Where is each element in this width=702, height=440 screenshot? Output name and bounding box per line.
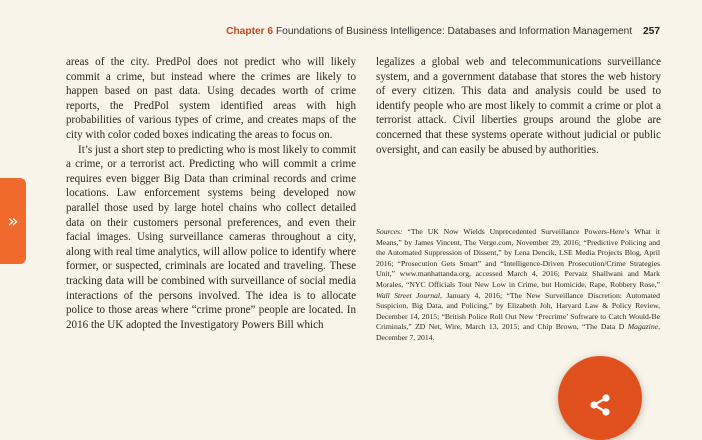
share-icon [588,393,612,417]
sources-text: January 4, 2016; “The New Surveillance Discretion: Automated Suspicion, Big Data, and Policing,” by Elizabeth Joh, Harvard Law & Policy Review, December 14, 2015; “British Police Roll Out New ‘Precrime’ Software to Catch Would-Be Criminals,” ZD Net, Wire, March 13, 2015; and Chip Brown, “The Data D [376,290,661,332]
expand-sidebar-button[interactable] [0,178,26,264]
sources-text: “The UK Now Wields Unprecedented Surveillance Powers-Here’s What it Means,” by James Vincent, The Verge.com, November 29, 2016; “Predictive Policing and the Automated Suppression of Dissent,” by Lena Dencik, LSE Media Projects Blog, April 2016; “Prosecution Gets Smart” and “Intelligence-Driven Prosecution/Crime Strategies Unit,” www.manhattanda.org, accessed March 4, 2016; Pervaiz Shallwani and Mark Morales, “NYC Officials Tout New Low in Crime, but Homicide, Rape, Robbery Rose,” [376,227,661,289]
chapter-label: Chapter 6 [226,26,274,37]
sources-note [376,227,660,344]
right-column [376,55,661,157]
sources-label: Sources: [376,227,403,236]
paragraph: legalizes a global web and telecommunications surveillance system, and a government database that stores the web history of every citizen. This data and analysis could be used to identify people who are most likely to commit a crime or plot a terrorist attack. Civil liberties groups around the globe are concerned that these systems operate without judicial or public oversight, and can easily be abused by authorities. [376,56,661,156]
paragraph: areas of the city. PredPol does not predict who will likely commit a crime, but instead where the crimes are likely to happen based on past data. Using decades worth of crime reports, the PredPol system identified areas with high probabilities of various types of crime, and creates maps of the city with color coded boxes indicating the areas to focus on. [66,56,356,141]
sources-magazine-title: Magazine, [627,322,660,332]
share-button[interactable] [558,356,642,440]
left-column [66,55,356,332]
double-chevron-right-icon: » [7,210,19,232]
sources-text: December 7, 2014. [376,332,435,342]
page-number: 257 [643,26,660,37]
paragraph: It’s just a short step to predicting who is most likely to commit a crime, or a terrorist act. Predicting who will commit a crime requires even bigger Big Data than criminal records and crime locations. Law enforcement systems being developed now parallel those used by large hotel chains who collect detailed data on their customers personal preferences, and even their facial images. Using surveillance cameras throughout a city, along with real time analytics, will allow police to identify where former, or suspected, criminals are located and traveling. These tracking data will be combined with surveillance of social media interactions of the persons involved. The idea is to allocate police to those areas where “crime prone” people are located. In 2016 the UK adopted the Investigatory Powers Bill which [66,143,356,331]
chapter-title: Foundations of Business Intelligence: Databases and Information Management [275,26,633,37]
running-header [226,26,660,37]
sources-journal-title: Wall Street Journal, [376,290,442,300]
